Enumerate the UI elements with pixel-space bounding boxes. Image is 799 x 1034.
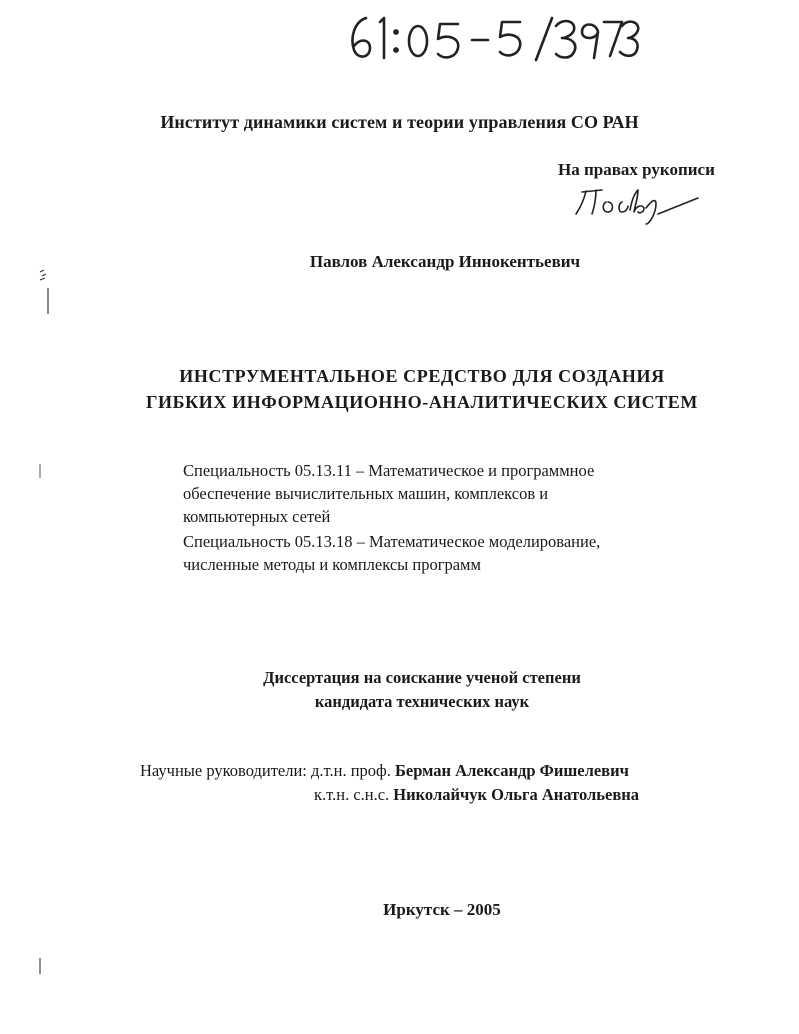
specialty-1-line-2: обеспечение вычислительных машин, комплексов и [183, 484, 549, 503]
catalog-number-drawing [340, 8, 640, 64]
signature-drawing [572, 180, 702, 226]
author-signature [572, 180, 702, 226]
advisor-1-name: Берман Александр Фишелевич [394, 761, 629, 780]
city-year: Иркутск – 2005 [383, 900, 501, 919]
degree-line-1: Диссертация на соискание ученой степени [263, 668, 581, 687]
specialty-2-line-1: Специальность 05.13.18 – Математическое моделирование, [183, 532, 601, 551]
advisor-2-title: к.т.н. с.н.с. [314, 785, 390, 804]
advisor-1-title: д.т.н. проф. [311, 761, 391, 780]
advisors-line-2 [314, 785, 639, 805]
scan-margin-mark-drawing [36, 266, 56, 316]
scan-margin-mark [36, 266, 56, 316]
scan-margin-tick-bottom-drawing [36, 956, 46, 978]
degree-line-2: кандидата технических наук [314, 692, 530, 711]
scan-margin-tick-bottom [36, 956, 46, 978]
thesis-title-line-1: ИНСТРУМЕНТАЛЬНОЕ СРЕДСТВО ДЛЯ СОЗДАНИЯ [179, 366, 665, 386]
institute-name: Институт динамики систем и теории управления СО РАН [160, 112, 639, 132]
manuscript-rights-label: На правах рукописи [558, 160, 715, 179]
advisor-2-name: Николайчук Ольга Анатольевна [393, 785, 639, 804]
specialty-1-line-1: Специальность 05.13.11 – Математическое и программное [183, 461, 595, 480]
specialty-2-line-2: численные методы и комплексы программ [183, 555, 481, 574]
scan-margin-tick [36, 462, 46, 482]
advisors-line-1 [140, 761, 629, 781]
thesis-title-line-2: ГИБКИХ ИНФОРМАЦИОННО-АНАЛИТИЧЕСКИХ СИСТЕМ [145, 392, 698, 412]
catalog-number-handwritten [340, 8, 640, 64]
advisors-label: Научные руководители: [140, 761, 307, 780]
specialty-1-line-3: компьютерных сетей [183, 507, 331, 526]
scan-margin-tick-drawing [36, 462, 46, 482]
author-name: Павлов Александр Иннокентьевич [309, 252, 581, 271]
